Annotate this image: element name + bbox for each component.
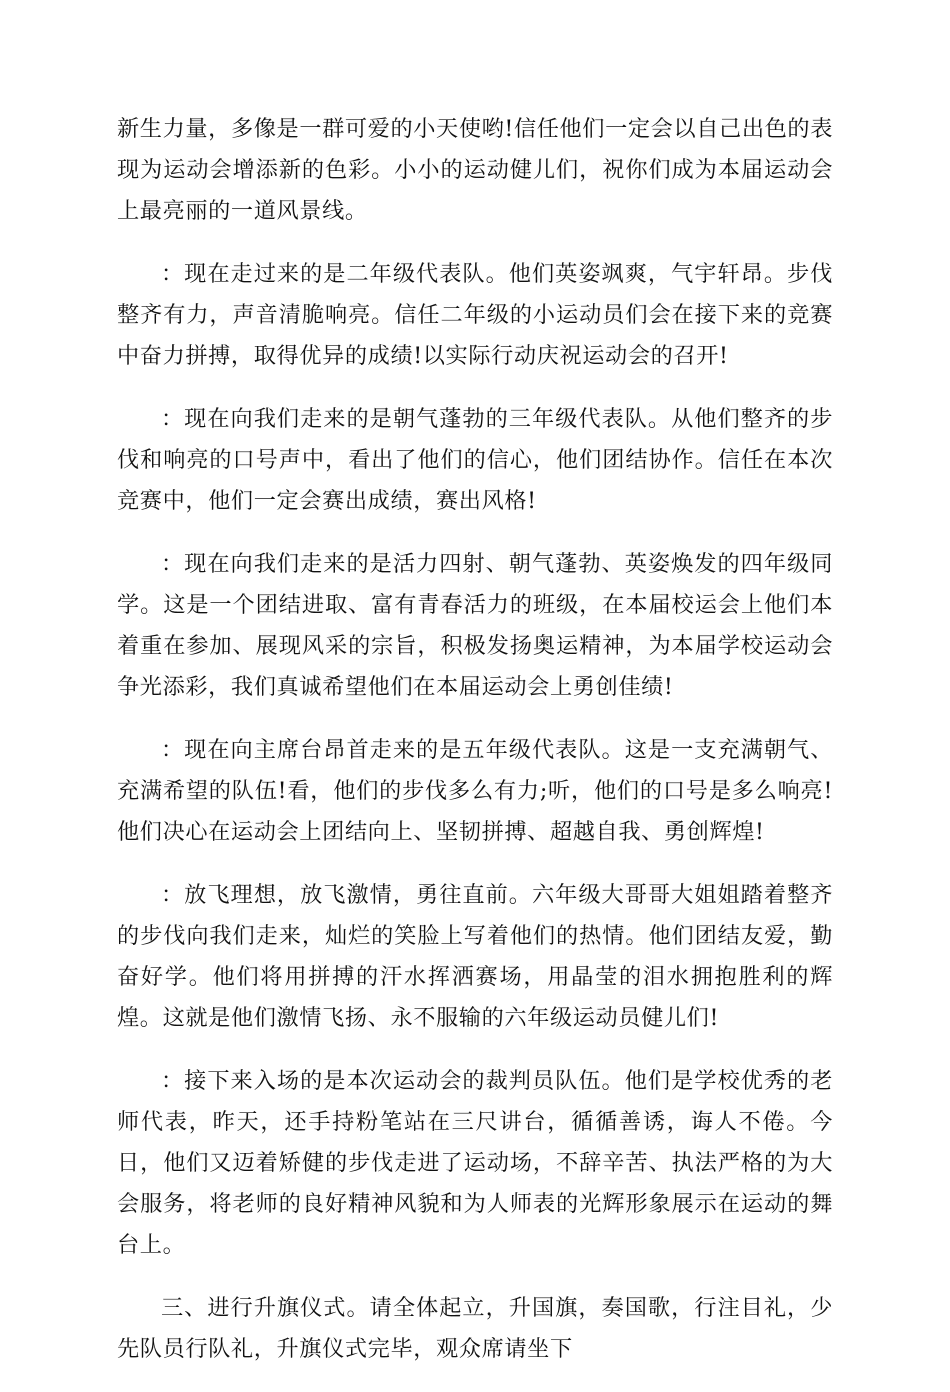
- paragraph-flag-ceremony: 三、进行升旗仪式。请全体起立，升国旗，奏国歌，行注目礼，少先队员行队礼，升旗仪式完毕，观众席请坐下: [117, 1295, 833, 1362]
- paragraph-referees: ：接下来入场的是本次运动会的裁判员队伍。他们是学校优秀的老师代表，昨天，还手持粉笔站在三尺讲台，循循善诱，诲人不倦。今日，他们又迈着矫健的步伐走进了运动场，不辞辛苦、执法严格的为大会服务，将老师的良好精神风貌和为人师表的光辉形象展示在运动的舞台上。: [117, 1068, 833, 1258]
- paragraph-grade-three: ：现在向我们走来的是朝气蓬勃的三年级代表队。从他们整齐的步伐和响亮的口号声中，看出了他们的信心，他们团结协作。信任在本次竞赛中，他们一定会赛出成绩，赛出风格!: [117, 406, 833, 514]
- document-body: [117, 109, 833, 1392]
- paragraph-intro: 新生力量，多像是一群可爱的小天使哟!信任他们一定会以自己出色的表现为运动会增添新的色彩。小小的运动健儿们，祝你们成为本届运动会上最亮丽的一道风景线。: [117, 116, 833, 224]
- paragraph-grade-five: ：现在向主席台昂首走来的是五年级代表队。这是一支充满朝气、充满希望的队伍!看，他们的步伐多么有力;听，他们的口号是多么响亮!他们决心在运动会上团结向上、坚韧拼搏、超越自我、勇创辉煌!: [117, 737, 833, 845]
- paragraph-grade-six: ：放飞理想，放飞激情，勇往直前。六年级大哥哥大姐姐踏着整齐的步伐向我们走来，灿烂的笑脸上写着他们的热情。他们团结友爱，勤奋好学。他们将用拼搏的汗水挥洒赛场，用晶莹的泪水拥抱胜利的辉煌。这就是他们激情飞扬、永不服输的六年级运动员健儿们!: [117, 882, 833, 1031]
- paragraph-grade-four: ：现在向我们走来的是活力四射、朝气蓬勃、英姿焕发的四年级同学。这是一个团结进取、富有青春活力的班级，在本届校运会上他们本着重在参加、展现风采的宗旨，积极发扬奥运精神，为本届学校运动会争光添彩，我们真诚希望他们在本届运动会上勇创佳绩!: [117, 551, 833, 700]
- paragraph-grade-two: ：现在走过来的是二年级代表队。他们英姿飒爽，气宇轩昂。步伐整齐有力，声音清脆响亮。信任二年级的小运动员们会在接下来的竞赛中奋力拼搏，取得优异的成绩!以实际行动庆祝运动会的召开!: [117, 261, 833, 369]
